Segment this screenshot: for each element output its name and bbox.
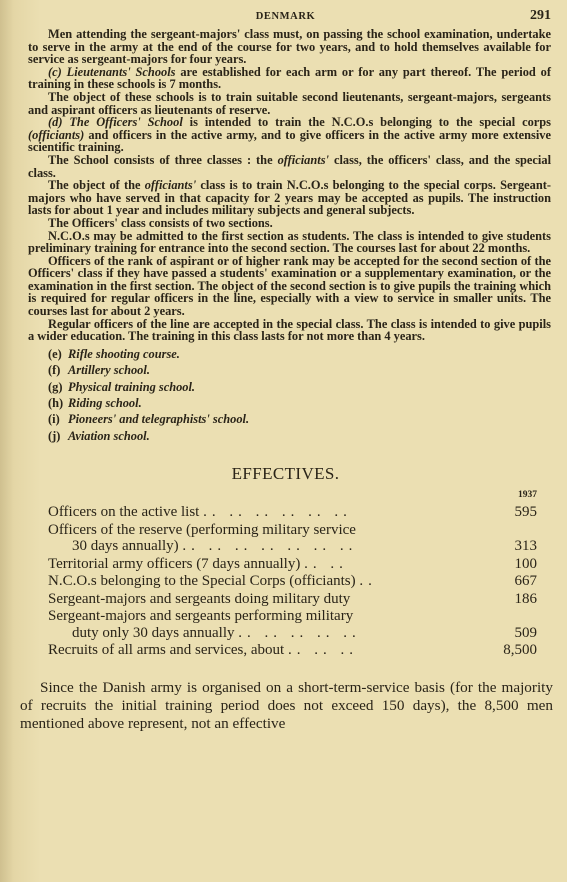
paragraph: N.C.O.s may be admitted to the first section as students. The class is intended to give students preliminary training for entrance into the second section. The courses last for about 22 months. <box>28 228 551 256</box>
list-item: (i) Pioneers' and telegraphists' school. <box>48 412 250 427</box>
table-row <box>48 591 537 608</box>
paragraph: The object of the officiants' class is to train N.C.O.s belonging to the special corps. Sergeant-majors who have served in that capacity for 2 years may be accepted as pupils. The instruction lasts for about 1 year and includes military subjects and general subjects. <box>28 178 551 218</box>
paragraph: The School consists of three classes : the officiants' class, the officers' class, and the special class. <box>28 152 552 180</box>
table-row: Officers on the active list .. .. .. .. .. .. 595 <box>48 504 537 521</box>
row-value: 667 <box>514 573 537 590</box>
row-value: 100 <box>514 555 537 572</box>
row-value: 595 <box>514 504 537 521</box>
paragraph: The object of these schools is to train suitable second lieutenants, sergeant-majors, sergeants and aspirant officers as lieutenants of reserve. <box>28 89 551 117</box>
paragraph: The Officers' class consists of two sections. <box>48 215 273 230</box>
row-label: Territorial army officers (7 days annually) <box>48 555 301 572</box>
row-value: 509 <box>514 624 537 641</box>
table-row: Recruits of all arms and services, about .. .. .. 8,500 <box>48 642 537 659</box>
list-item: (g) Physical training school. <box>48 379 196 394</box>
row-label: Officers of the reserve (performing military service <box>48 521 356 538</box>
page-header <box>14 6 557 28</box>
table-row: Territorial army officers (7 days annually) .. .. 100 <box>48 555 537 572</box>
running-head: DENMARK <box>255 11 316 22</box>
row-label: N.C.O.s belonging to the Special Corps (officiants) <box>48 573 356 590</box>
page-number: 291 <box>530 8 551 23</box>
table-row: Sergeant-majors and sergeants performing military duty only 30 days annually .. .. .. .. .. 509 <box>48 608 537 641</box>
year-column-header: 1937 <box>518 490 537 501</box>
row-label: Sergeant-majors and sergeants performing military <box>48 608 354 625</box>
row-value: 8,500 <box>503 642 537 659</box>
row-value: 186 <box>514 590 537 607</box>
section-label: (c) Lieutenants' Schools <box>48 64 176 79</box>
section-label: (d) The Officers' School <box>48 115 183 130</box>
list-item: (h) Riding school. <box>48 396 142 411</box>
row-label: Sergeant-majors and sergeants doing military duty <box>48 590 351 607</box>
row-label: Recruits of all arms and services, about <box>48 642 285 659</box>
paragraph: Men attending the sergeant-majors' class must, on passing the school examination, undertake to serve in the army at the end of the course for two years, and to hold themselves available for service as sergeant-majors for four years. <box>28 27 551 67</box>
paragraph: (d) The Officers' School is intended to train the N.C.O.s belonging to the special corps (officiants) and officers in the active army, and to give officers in the active army more extensive scientific training. <box>28 115 551 155</box>
body-text <box>14 28 557 343</box>
paragraph: Officers of the rank of aspirant or of higher rank may be accepted for the second section of the Officers' class if they have passed a students' examination or a supplementary examination, or the examination in the first section. The object of the second section is to give pupils the training which is required for regular officers in the line, especially with a view to service in smaller units. The courses last for about 2 years. <box>28 253 551 319</box>
row-label: Officers on the active list <box>48 504 200 521</box>
paragraph: Regular officers of the line are accepted in the special class. The class is intended to give pupils a wider education. The training in this class lasts for not more than 4 years. <box>28 316 551 344</box>
table-row: N.C.O.s belonging to the Special Corps (officiants) .. 667 <box>48 573 537 590</box>
schools-list <box>14 346 557 444</box>
row-value: 313 <box>514 538 537 555</box>
closing-paragraph: Since the Danish army is organised on a short-term-service basis (for the majority of recruits the initial training period does not exceed 150 days), the 8,500 men mentioned above represent, not an effective <box>20 678 553 732</box>
list-item: (e) Rifle shooting course. <box>48 346 180 361</box>
table-row: Officers of the reserve (performing military service 30 days annually) .. .. .. .. .. .. .. 313 <box>48 521 537 555</box>
list-item: (f) Artillery school. <box>48 363 150 378</box>
paragraph: (c) Lieutenants' Schools are established for each arm or for any part thereof. The period of training in these schools is 7 months. <box>28 64 551 92</box>
section-title: EFFECTIVES. <box>231 464 340 484</box>
list-item: (j) Aviation school. <box>48 428 150 443</box>
effectives-table <box>14 490 557 659</box>
